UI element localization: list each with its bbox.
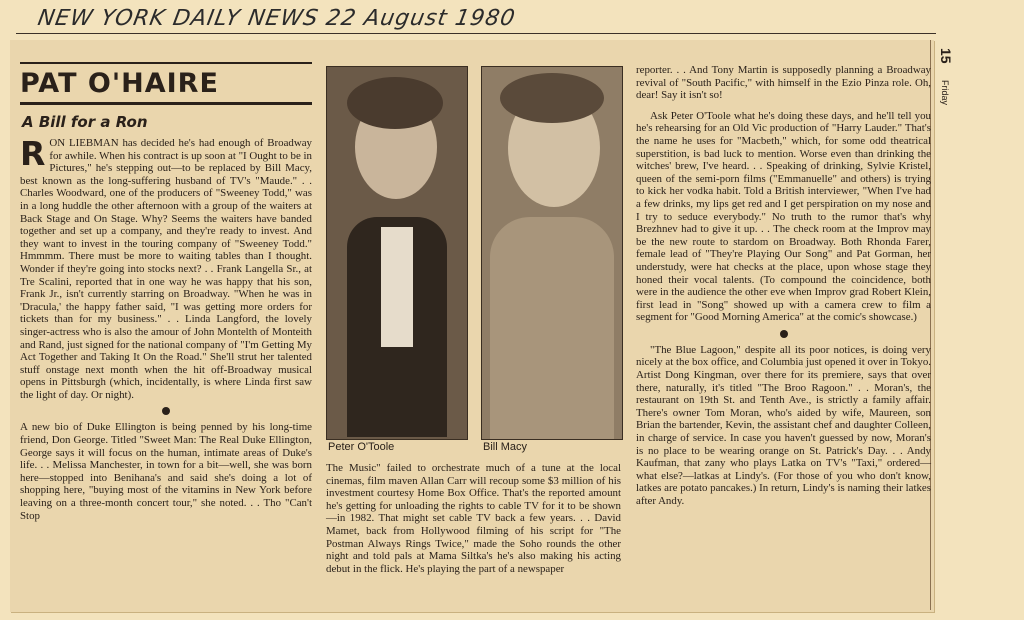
handwritten-source-note: NEW YORK DAILY NEWS 22 August 1980 — [35, 6, 518, 31]
photo-caption-2: Bill Macy — [483, 441, 528, 453]
column-middle — [326, 462, 621, 575]
page-number: 15 — [938, 48, 954, 64]
article-paragraph-2: A new bio of Duke Ellington is being penned by his long-time friend, Don George. Titled "Sweet Man: The Real Duke Ellington, George says it will focus on the human, intimate areas of Duke's life. . . Melissa Manchester, in town for a bit—well, she was born here—stopped into Benihana's and said she's doing a lot of shopping here, "buying most of the vitamins in New York before leaving on a three-month concert tour," she noted. . . Tho "Can't Stop — [20, 421, 312, 522]
column-right — [636, 64, 931, 508]
article-paragraph-4: reporter. . . And Tony Martin is supposedly planning a Broadway revival of "South Pacific," with himself in the Ezio Pinza role. Oh, dear! Say it isn't so! — [636, 64, 931, 102]
article-paragraph-5: Ask Peter O'Toole what he's doing these days, and he'll tell you he's rehearsing for an Old Vic production of "Harry Lauder." That's the name he uses for "Macbeth," which, for some odd theatrical superstition, is bad luck to mention. Worse even than drinking the witches' brew, I've heard. . . Speaking of drinking, Sylvie Kristel, queen of the semi-porn films ("Emmanuelle" and others) is trying to kick her vodka habit. Told a British interviewer, "When I've had a few drinks, my lips get red and I get perspiration on my nose and I try to seduce everybody." No truth to the rumor that's why Brezhnev had to give it up. . . The check room at the Improv may be the new route to stardom on Broadway. Both Rhonda Farer, female lead of "They're Playing Our Song" and Pat Gorman, her understudy, were hat checks at the place, upon whose stage they honed their vocal talents. (To compound the coincidence, both were in the audience the other eve when Improv grad Robert Klein, first lead in "Song" showed up with a camera crew to film a segment for "Good Morning America" at the comic's showcase.) — [636, 109, 931, 324]
photo-bill-macy — [481, 66, 623, 440]
portrait-shirt — [490, 217, 614, 439]
section-bullet — [162, 407, 170, 415]
photo-peter-otoole — [326, 66, 468, 440]
article-paragraph-1 — [20, 134, 312, 401]
portrait-shirt — [381, 227, 413, 347]
page-edge — [930, 40, 937, 610]
article-paragraph-6: "The Blue Lagoon," despite all its poor notices, is doing very nicely at the box office, and Columbia just opened it over in Tokyo. Artist Dong Kingman, over there for its premiere, says that over there, naturally, it's titled "The Broo Ragoon." . . Moran's, the restaurant on 19th St. and Tenth Ave., is strictly a family affair. There's owner Tom Moran, who's aided by wife, Maureen, son Brian the bartender, Kevin, the assistant chef and daughter Colleen, in charge of service. In case you haven't guessed by now, Moran's is no place to be wearing orange on St. Patrick's Day. . . Andy Kaufman, that zany who plays Latka on TV's "Taxi," ordered—what else?—latkas at Lindy's. (For those of you who don't know, latkes are potato pancakes.) In return, Lindy's is naming their latkes after Andy. — [636, 343, 931, 507]
column-left — [20, 62, 312, 522]
page-day: Friday — [940, 80, 950, 106]
section-bullet — [780, 330, 788, 338]
article-headline: A Bill for a Ron — [22, 113, 148, 131]
drop-cap: R — [20, 134, 46, 173]
photo-caption-1: Peter O'Toole — [328, 441, 395, 453]
article-paragraph-3: The Music" failed to orchestrate much of a tune at the local cinemas, film maven Allan Carr will recoup some $3 million of his investment courtesy Home Box Office. That's the reported amount he's getting for unloading the rights to cable TV for it to be shown—in 1982. That might set cable TV back a few years. . . David Mamet, back from Hollywood filming of his script for "The Postman Always Rings Twice," made the Soho rounds the other night and told pals at Mama Siltka's he's also making his acting debut in the flick. He's playing the part of a newspaper — [326, 462, 621, 575]
column-title: PAT O'HAIRE — [20, 68, 219, 99]
paragraph-1-text: ON LIEBMAN has decided he's had enough of Broadway for awhile. When his contract is up soon at "I Ought to be in Pictures," he's stepping out—to be replaced by Bill Macy, best known as the long-suffering husband of TV's "Maude." . . Charles Woodward, one of the producers of "Sweeney Todd," was in a long huddle the other afternoon with a group of the waiters at Back Stage and On Stage. Why? Seems the waiters have banded together and set up a company, and they're ready to invest. And they want to invest in the touring company of "Sweeney Todd." Hmmmm. There must be more to waiting tables than I thought. Wonder if they're going into stocks next? . . Frank Langella Sr., at Tre Scalini, reported that in one way he was happy that his son, Frank Jr., isn't currently starring on Broadway. "When he was in 'Dracula,' the happy father said, "I was getting more orders for tickets than for my business." . . Linda Langford, the lovely singer-actress who is also the amour of John Montelth of Monteith and Rand, just signed for the national company of "I'm Getting My Act Together and Taking It On the Road." She'll strut her talented stuff onstage next month when the hit off-Broadway musical opens in Pittsburgh (which, incidentally, is where Linda first saw the light of day. Or night). — [20, 137, 312, 401]
portrait-hair — [347, 77, 443, 129]
top-rule — [16, 33, 936, 34]
title-rule-top — [20, 62, 312, 64]
portrait-hair — [500, 73, 604, 123]
title-rule-bottom — [20, 102, 312, 105]
